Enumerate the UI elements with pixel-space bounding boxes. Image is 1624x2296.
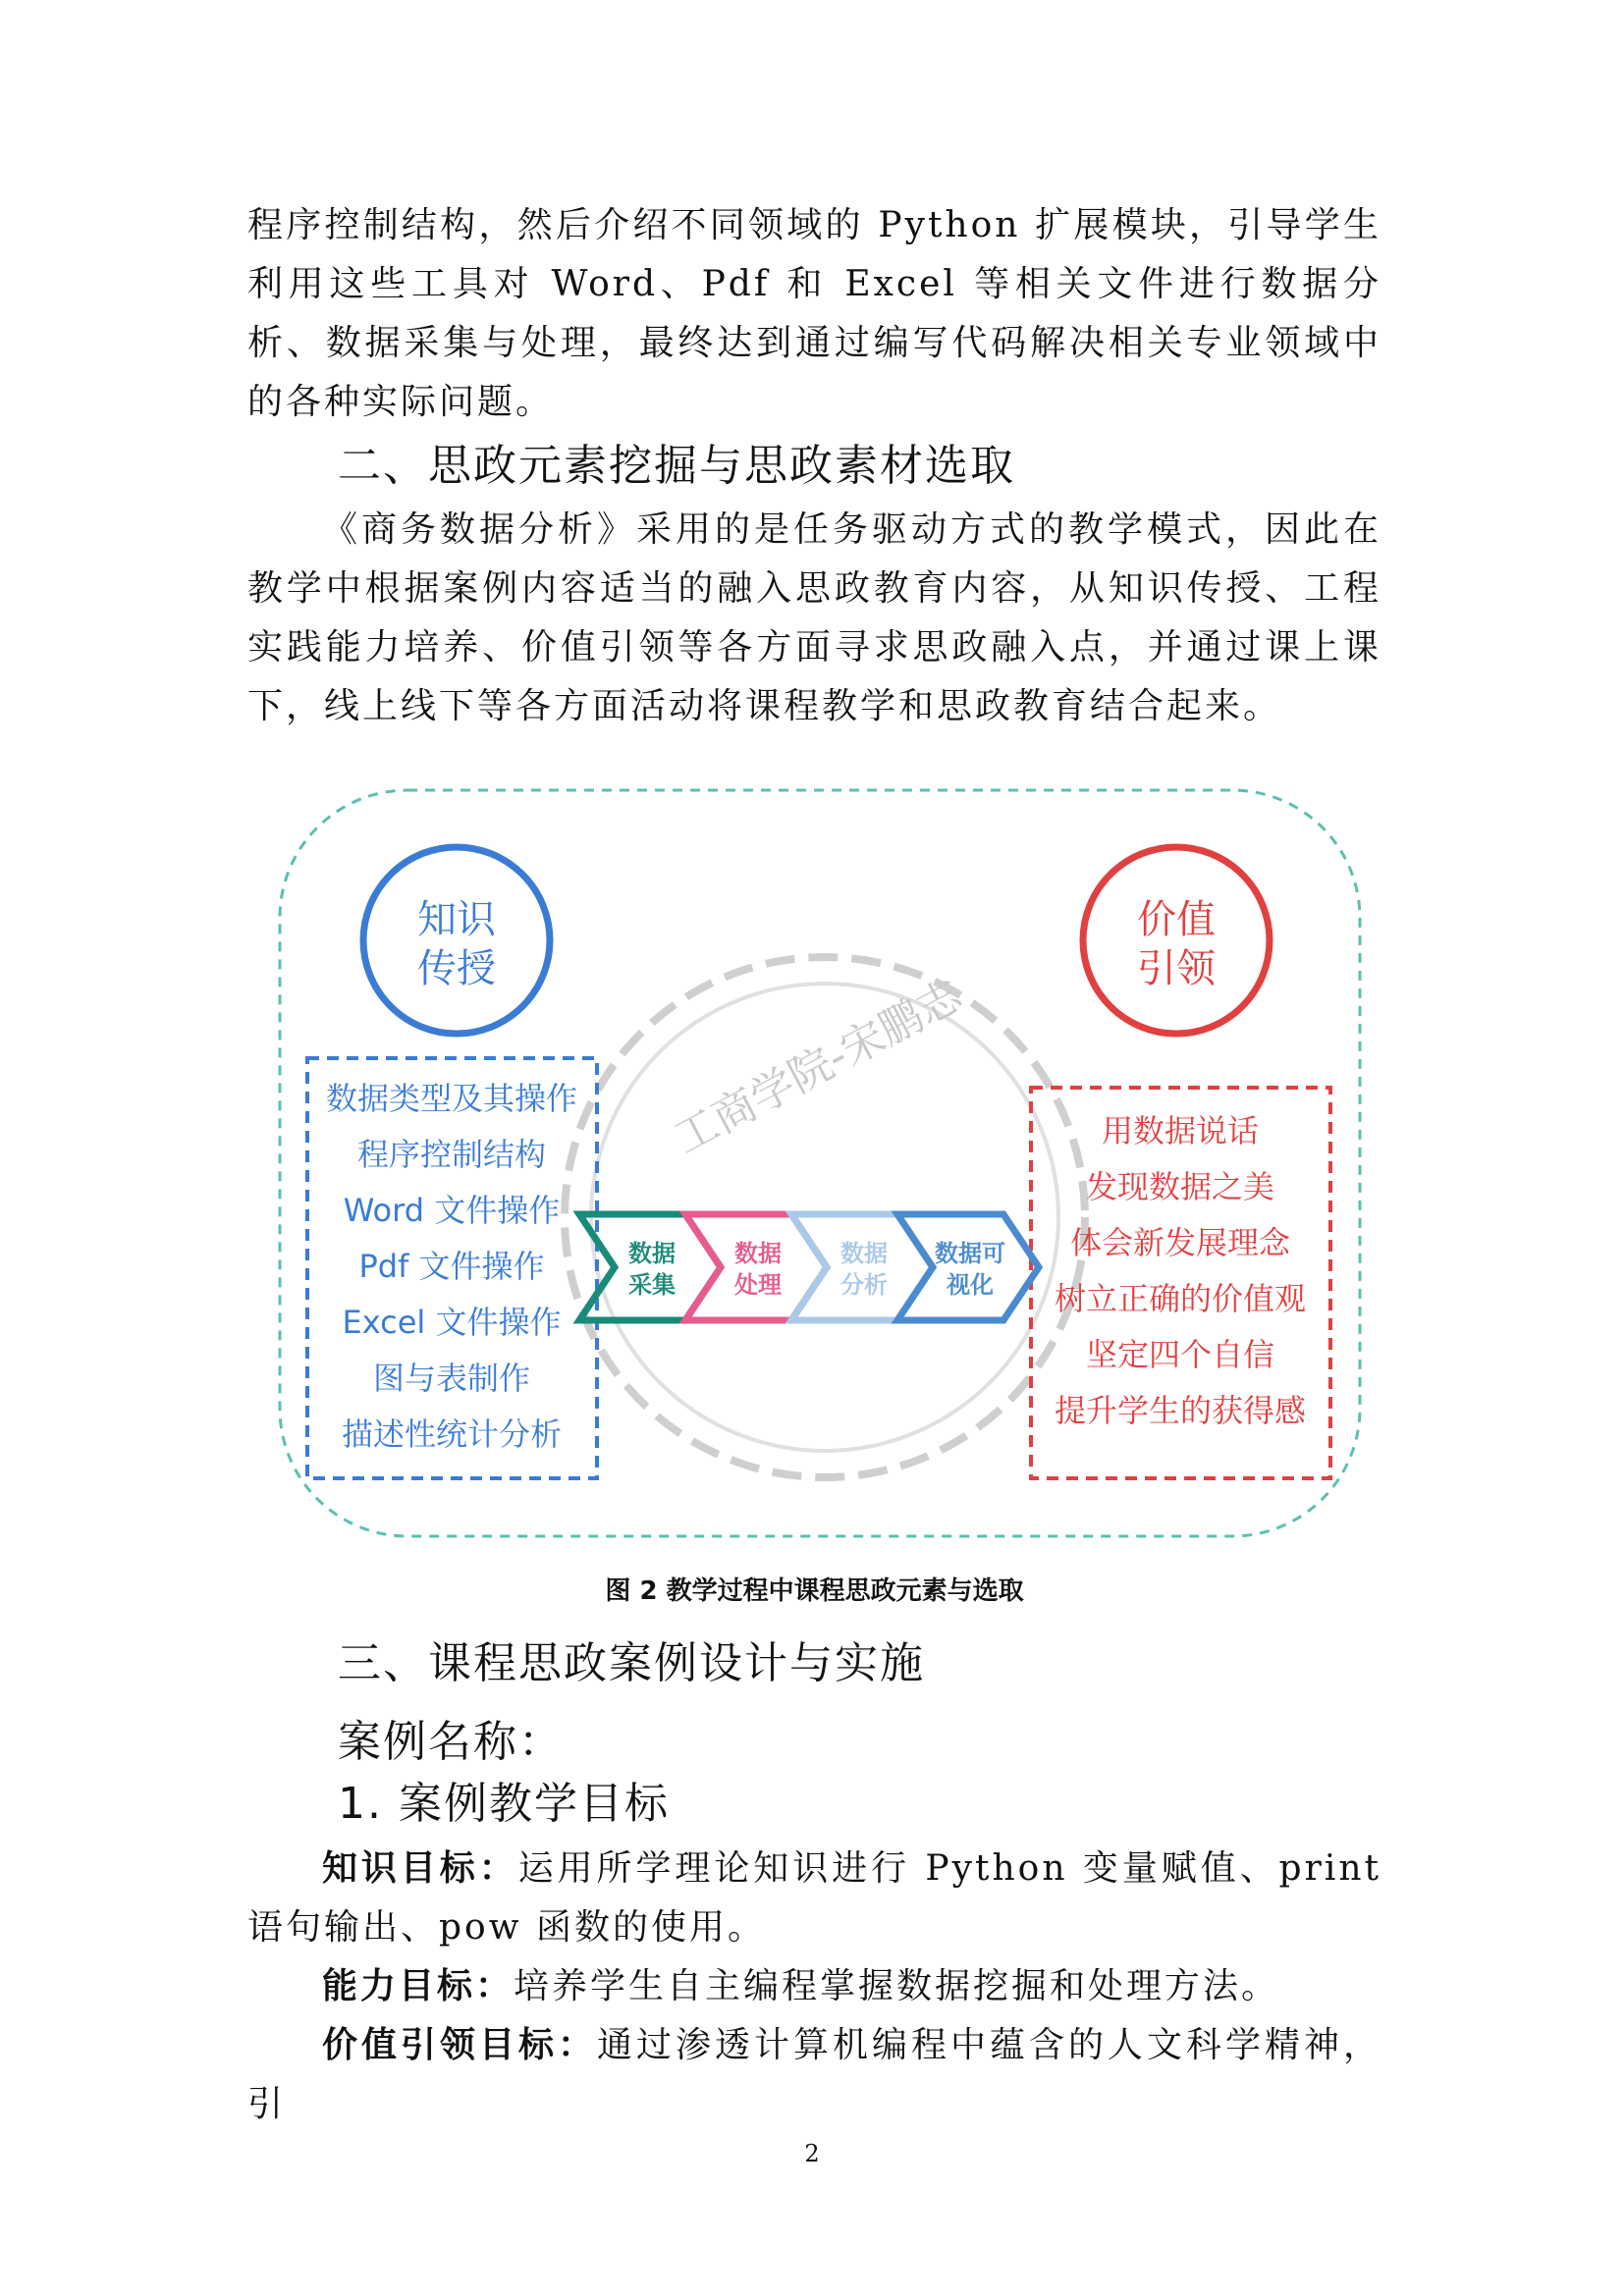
value-circle-line2: 引领	[1137, 946, 1216, 991]
figure-2	[275, 785, 1365, 1551]
chevron-label-line2: 分析	[840, 1271, 888, 1299]
knowledge-list-item: Pdf 文件操作	[358, 1248, 545, 1285]
value-list-item: 坚定四个自信	[1085, 1336, 1275, 1373]
chevron-label-line1: 数据	[628, 1240, 676, 1267]
knowledge-list-item: 图与表制作	[372, 1360, 531, 1397]
ability-objective-label: 能力目标：	[322, 1966, 514, 2006]
knowledge-circle-line2: 传授	[417, 946, 496, 991]
knowledge-circle-line1: 知识	[417, 897, 496, 942]
value-objective	[247, 2016, 1381, 2134]
knowledge-objective-text: 运用所学理论知识进行 Python 变量赋值、print 语句输出、pow 函数的使用。	[247, 1848, 1381, 1948]
chevron-label-line2: 视化	[947, 1271, 994, 1299]
value-list-item: 用数据说话	[1101, 1112, 1260, 1149]
process-chevron	[897, 1214, 1039, 1320]
figure-caption: 图 2 教学过程中课程思政元素与选取	[605, 1576, 1024, 1606]
knowledge-list-item: Excel 文件操作	[342, 1304, 562, 1341]
watermark-text: 工商学院-宋鹏志	[666, 970, 971, 1164]
knowledge-list-item: Word 文件操作	[343, 1192, 561, 1229]
value-circle-line1: 价值	[1137, 897, 1216, 942]
value-list-item: 发现数据之美	[1085, 1168, 1275, 1205]
knowledge-objective	[247, 1840, 1381, 1957]
section2-paragraph: 《商务数据分析》采用的是任务驱动方式的教学模式，因此在教学中根据案例内容适当的融入思政教育内容，从知识传授、工程实践能力培养、价值引领等各方面寻求思政融入点，并通过课上课下，线上线下等各方面活动将课程教学和思政教育结合起来。	[247, 509, 1381, 726]
value-objective-text: 通过渗透计算机编程中蕴含的人文科学精神，引	[247, 2025, 1381, 2124]
case-objective-heading: 1. 案例教学目标	[338, 1779, 670, 1829]
value-list-item: 树立正确的价值观	[1054, 1280, 1307, 1317]
chevron-label-line1: 数据	[840, 1240, 888, 1267]
value-objective-label: 价值引领目标：	[322, 2025, 597, 2065]
intro-paragraph: 程序控制结构，然后介绍不同领域的 Python 扩展模块，引导学生利用这些工具对 Word、Pdf 和 Excel 等相关文件进行数据分析、数据采集与处理，最终达到通过编写代码解决相关专业领域中的各种实际问题。	[247, 205, 1381, 422]
section2-heading: 二、思政元素挖掘与思政素材选取	[338, 441, 1015, 491]
chevron-label-line2: 处理	[734, 1271, 782, 1299]
chevron-label-line2: 采集	[628, 1271, 676, 1299]
knowledge-objective-label: 知识目标：	[322, 1848, 518, 1889]
ability-objective	[247, 1957, 1381, 2016]
knowledge-list-item: 数据类型及其操作	[325, 1080, 578, 1117]
section3-heading: 三、课程思政案例设计与实施	[338, 1638, 925, 1688]
value-list-item: 体会新发展理念	[1069, 1224, 1291, 1261]
chevron-label-line1: 数据	[734, 1240, 782, 1267]
chevron-label-line1: 数据可	[935, 1240, 1005, 1267]
ability-objective-text: 培养学生自主编程掌握数据挖掘和处理方法。	[514, 1966, 1280, 2006]
case-name-heading: 案例名称：	[338, 1717, 564, 1767]
page-number: 2	[804, 2140, 820, 2167]
value-list-item: 提升学生的获得感	[1054, 1392, 1307, 1429]
knowledge-list-item: 程序控制结构	[356, 1136, 547, 1173]
knowledge-list-item: 描述性统计分析	[341, 1415, 563, 1453]
